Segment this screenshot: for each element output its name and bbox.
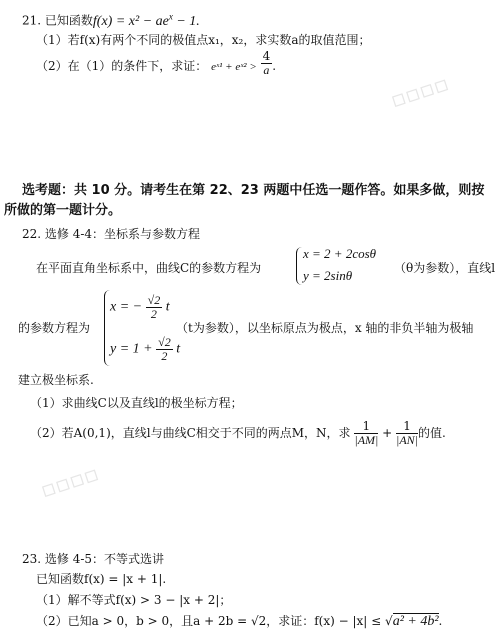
q22-sys2-l2-a: y = 1 + — [110, 341, 153, 357]
q22-sys2-l1-num: √2 — [147, 293, 161, 307]
q22-part2-end: 的值. — [417, 426, 446, 440]
q22-intro-a: 在平面直角坐标系中，曲线C的参数方程为 — [36, 261, 262, 275]
q22-intro-b: （θ为参数），直线l — [394, 261, 496, 275]
q23-sqrt: √a² + 4b² — [385, 614, 439, 629]
q22-line-c: 建立极坐标系. — [18, 373, 94, 387]
q21-title: 21. 已知函数 — [22, 13, 93, 28]
q22-frac1-den: |AM| — [354, 433, 379, 447]
q21-fraction — [261, 50, 273, 77]
q22-sys2-l2-den: 2 — [161, 349, 168, 363]
q23-sqrt-body: a² + 4b² — [392, 614, 439, 629]
q22-system2-line1 — [110, 294, 170, 321]
q22-system2-line2 — [110, 336, 180, 363]
q21-function — [92, 11, 200, 29]
xuankao-line1: 选考题：共 10 分。请考生在第 22、23 两题中任选一题作答。如果多做，则按 — [22, 183, 485, 198]
q22-frac2-num: 1 — [396, 420, 418, 434]
q22-sys2-l1-b: t — [165, 299, 170, 315]
q21-frac-num: 4 — [262, 49, 271, 63]
q21-part2-expr: eˣ¹ + eˣ² > — [211, 61, 257, 73]
q21-part2-text: （2）在（1）的条件下，求证： — [36, 59, 208, 73]
q22-system1-brace — [296, 247, 302, 285]
q21-func-tail: − 1. — [172, 13, 200, 29]
q21-frac-den: a — [263, 63, 270, 77]
q21-title-line — [22, 8, 200, 30]
q23-part2-end: . — [438, 614, 443, 628]
q23-title: 23. 选修 4-5：不等式选讲 — [22, 552, 165, 566]
q22-sys2-l2-num: √2 — [158, 335, 171, 349]
q22-frac2-den: |AN| — [396, 433, 418, 447]
watermark: ▫▫▫▫ — [37, 461, 103, 504]
q22-sys2-l1-frac — [146, 294, 163, 321]
q22-param-label: 的参数方程为 — [18, 321, 91, 335]
q22-sys2-l1-den: 2 — [150, 307, 157, 321]
q22-system1-line2: y = 2sinθ — [303, 268, 353, 283]
q21-part2-end: . — [272, 59, 277, 73]
q23-part2-text: （2）已知a > 0，b > 0，且a + 2b = √2，求证：f(x) − |x| ≤ — [36, 614, 382, 628]
watermark: ▫▫▫▫ — [387, 71, 453, 114]
q22-fraction2 — [396, 420, 418, 447]
q22-part1: （1）求曲线C以及直线l的极坐标方程； — [30, 396, 243, 410]
q22-frac1-num: 1 — [354, 420, 378, 434]
q22-sys2-l1-a: x = − — [110, 299, 143, 315]
q21-part1: （1）若f(x)有两个不同的极值点x₁，x₂，求实数a的取值范围； — [36, 33, 371, 47]
q21-part2 — [36, 49, 277, 77]
q22-param-b: （t为参数），以坐标原点为极点，x 轴的非负半轴为极轴 — [176, 321, 474, 335]
q21-func-exp: x — [168, 11, 173, 21]
q22-sys2-l2-frac — [156, 336, 173, 363]
q22-part2-text: （2）若A(0,1)，直线l与曲线C相交于不同的两点M，N，求 — [30, 426, 351, 440]
q22-fraction1 — [354, 420, 378, 447]
q22-system1-line1: x = 2 + 2cosθ — [303, 246, 377, 261]
q22-part2 — [30, 420, 446, 447]
q23-given: 已知函数f(x) = |x + 1|. — [36, 572, 167, 586]
q23-part2 — [36, 613, 442, 630]
q22-plus: + — [382, 426, 393, 440]
q21-func: f(x) = x² − ae — [92, 13, 169, 29]
xuankao-line2: 所做的第一题计分。 — [4, 203, 122, 218]
q22-sys2-l2-b: t — [176, 341, 181, 357]
q22-title: 22. 选修 4-4：坐标系与参数方程 — [22, 227, 201, 241]
q23-part1: （1）解不等式f(x) > 3 − |x + 2|； — [36, 593, 232, 607]
